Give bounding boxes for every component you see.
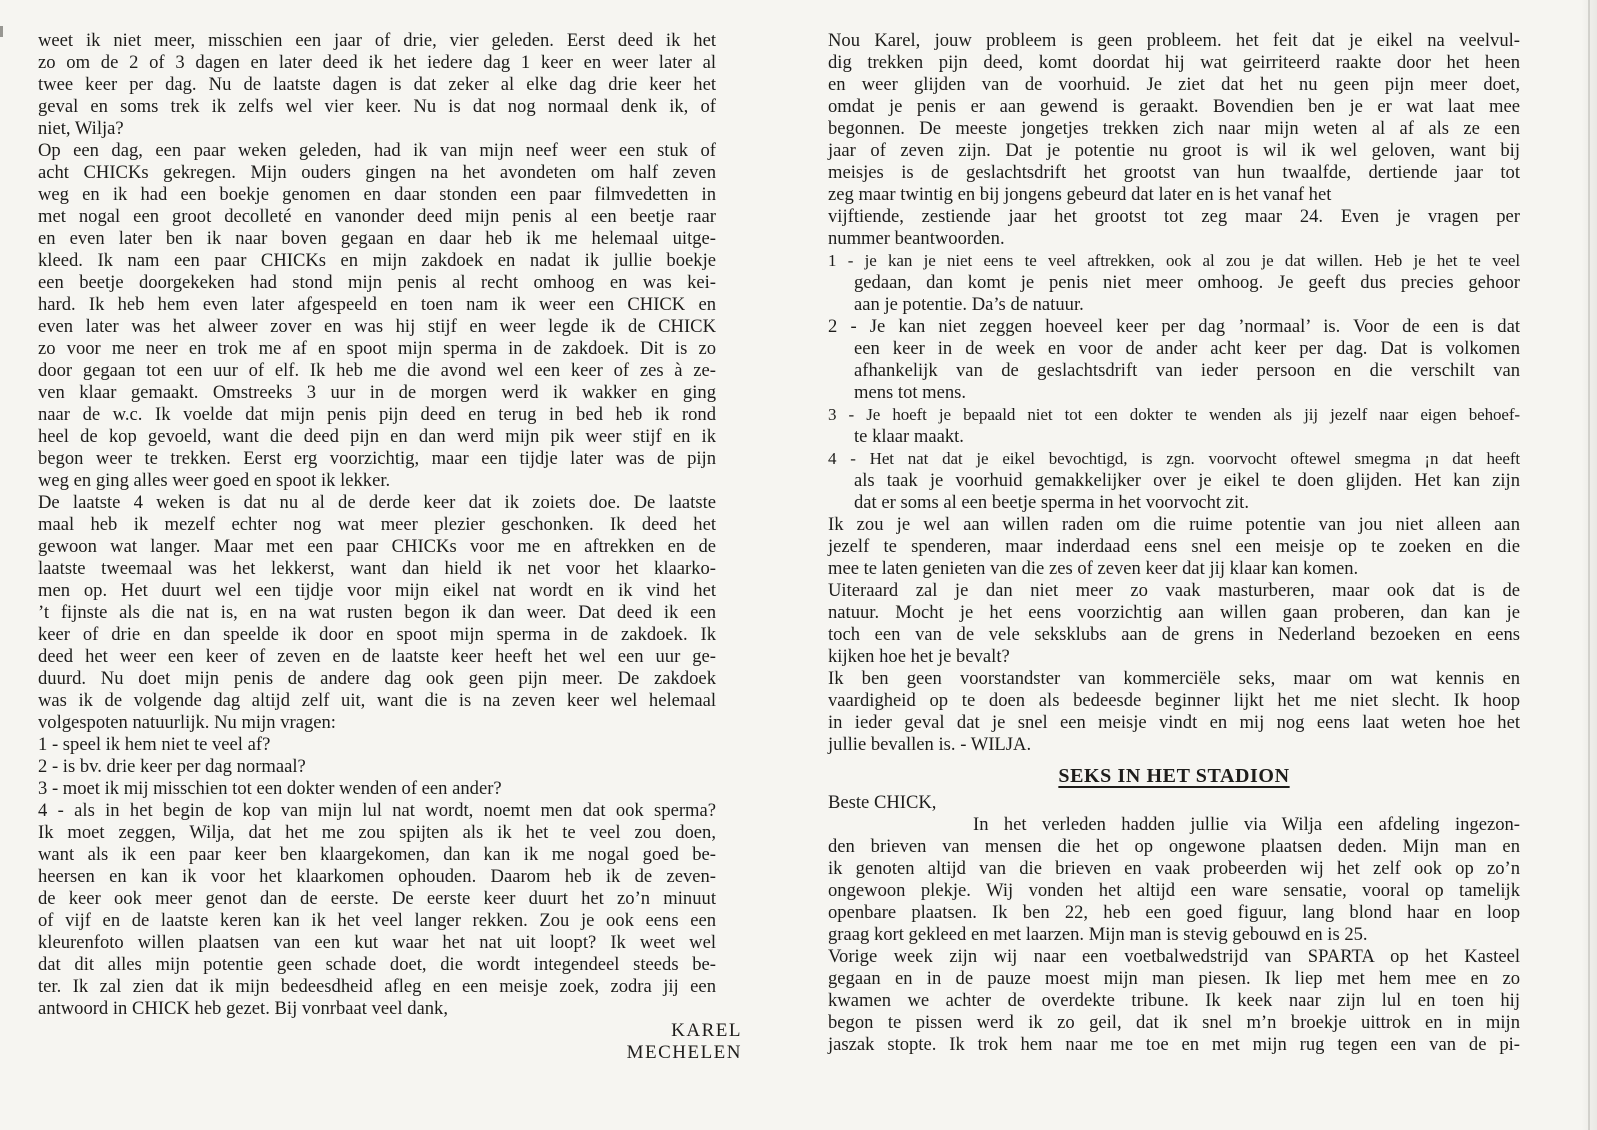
text-line: twee keer per dag. Nu de laatste dagen is dat zeker al elke dag drie keer het <box>38 74 716 95</box>
text-line: naar de w.c. Ik voelde dat mijn penis pijn deed en terug in bed heb ik rond <box>38 404 716 425</box>
text-line: 1 - je kan je niet eens te veel aftrekken, ook al zou je dat willen. Heb je het te veel <box>828 251 1520 270</box>
text-line: vijftiende, zestiende jaar het grootst tot zeg maar 24. Even je vragen per <box>828 206 1520 227</box>
text-line: 2 - Je kan niet zeggen hoeveel keer per dag ’normaal’ is. Voor de een is dat <box>828 316 1520 337</box>
text-line: kwamen we achter de overdekte tribune. Ik keek naar zijn lul en toen hij <box>828 990 1520 1011</box>
page-edge-line <box>1588 0 1590 1130</box>
text-line: De laatste 4 weken is dat nu al de derde keer dat ik zoiets doe. De laatste <box>38 492 716 513</box>
text-line: Ik ben geen voorstandster van kommerciële seks, maar om wat kennis en <box>828 668 1520 689</box>
text-line: 3 - Je hoeft je bepaald niet tot een dokter te wenden als jij jezelf naar eigen behoef- <box>828 405 1520 424</box>
text-line: 3 - moet ik mij misschien tot een dokter wenden of een ander? <box>38 778 502 799</box>
text-line: Ik zou je wel aan willen raden om die ruime potentie van jou niet alleen aan <box>828 514 1520 535</box>
text-line: 1 - speel ik hem niet te veel af? <box>38 734 271 755</box>
text-line: antwoord in CHICK heb gezet. Bij vonrbaat veel dank, <box>38 998 448 1019</box>
text-line: mee te laten genieten van die zes of zeven keer dat jij klaar kan komen. <box>828 558 1359 579</box>
text-line: zeg maar twintig en bij jongens gebeurd dat later en is het vanaf het <box>828 184 1332 205</box>
text-line: met nogal een groot decolleté en vanonder deed mijn penis al een beetje raar <box>38 206 716 227</box>
text-line: weet ik niet meer, misschien een jaar of drie, vier geleden. Eerst deed ik het <box>38 30 716 51</box>
text-line: afhankelijk van de geslachtsdrift van ieder persoon en die verschilt van <box>854 360 1520 381</box>
text-line: jullie bevallen is. - WILJA. <box>828 734 1032 755</box>
text-line: openbare plaatsen. Ik ben 22, heb een goed figuur, lang blond haar en loop <box>828 902 1520 923</box>
text-line: Ik moet zeggen, Wilja, dat het me zou spijten als ik het te veel zou doen, <box>38 822 716 843</box>
text-line: heersen en kan ik voor het klaarkomen ophouden. Daarom heb ik de zeven- <box>38 866 716 887</box>
signature-line: KAREL <box>671 1020 742 1041</box>
text-line: maal heb ik mezelf echter nog wat meer plezier geschonken. Ik deed het <box>38 514 716 535</box>
text-line: de keer ook meer genot dan de eerste. De eerste keer duurt het zo’n minuut <box>38 888 716 909</box>
text-line: begon weer te trekken. Eerst erg voorzichtig, maar een tijdje later was de pijn <box>38 448 716 469</box>
text-line: toch een van de vele seksklubs aan de grens in Nederland bezoeken en eens <box>828 624 1520 645</box>
text-line: jaar of zeven zijn. Dat je potentie nu groot is wil ik wel geloven, want bij <box>828 140 1520 161</box>
text-line: zo voor me neer en trok me af en spoot mijn sperma in de zakdoek. Dit is zo <box>38 338 716 359</box>
text-line: 4 - als in het begin de kop van mijn lul nat wordt, noemt men dat ook sperma? <box>38 800 716 821</box>
text-line: acht CHICKs gekregen. Mijn ouders gingen na het avondeten om half zeven <box>38 162 716 183</box>
text-line: den brieven van mensen die het op ongewone plaatsen deden. Mijn man en <box>828 836 1520 857</box>
text-line: mens tot mens. <box>854 382 967 403</box>
text-line: volgespoten natuurlijk. Nu mijn vragen: <box>38 712 336 733</box>
text-line: begon te pissen werd ik zo geil, dat ik snel m’n broekje uittrok en in mijn <box>828 1012 1520 1033</box>
text-line: dat dit alles mijn potentie geen schade doet, die wordt integendeel steeds be- <box>38 954 716 975</box>
text-line: begonnen. De meeste jongetjes trekken zich naar mijn weten al af als ze een <box>828 118 1520 139</box>
text-line: Uiteraard zal je dan niet meer zo vaak masturberen, maar ook dat is de <box>828 580 1520 601</box>
page-edge-shadow <box>1581 0 1597 1130</box>
text-line: kleurenfoto willen plaatsen van een kut waar het nat uit loopt? Ik weet wel <box>38 932 716 953</box>
text-line: een beetje doorgekeken had stond mijn penis al recht omhoog en was kei- <box>38 272 716 293</box>
right-column <box>828 30 1520 1056</box>
text-line: omdat je penis er aan gewend is geraakt. Bovendien ben je er wat laat mee <box>828 96 1520 117</box>
text-line: kleed. Ik nam een paar CHICKs en mijn zakdoek en nadat ik jullie boekje <box>38 250 716 271</box>
text-line: gewoon wat langer. Maar met een paar CHICKs voor me en aftrekken en de <box>38 536 716 557</box>
text-line: ’t fijnste als die nat is, en na wat rusten begon ik dan weer. Dat deed ik een <box>38 602 716 623</box>
left-column <box>38 30 742 1064</box>
text-line: 4 - Het nat dat je eikel bevochtigd, is zgn. voorvocht oftewel smegma ¡n dat heeft <box>828 449 1520 468</box>
text-line: ongewoon plekje. Wij vonden het altijd een ware sensatie, vooral op tamelijk <box>828 880 1520 901</box>
text-line: ik genoten altijd van die brieven en vaak probeerden wij het zelf ook op zo’n <box>828 858 1520 879</box>
text-line: In het verleden hadden jullie via Wilja een afdeling ingezon- <box>973 814 1520 835</box>
text-line: kijken hoe het je bevalt? <box>828 646 1010 667</box>
text-line: of vijf en de laatste keren kan ik het veel langer rekken. Zou je ook eens een <box>38 910 716 931</box>
text-line: laatste tweemaal was het lekkerst, want dan hield ik net voor het klaarko- <box>38 558 716 579</box>
text-line: want als ik een paar keer ben klaargekomen, dan kan ik me nogal goed be- <box>38 844 716 865</box>
text-line: en weer glijden van de voorhuid. Je ziet dat het nu geen pijn meer doet, <box>828 74 1520 95</box>
text-line: geval en soms trek ik zelfs wel vier keer. Nu is dat nog normaal denk ik, of <box>38 96 716 117</box>
text-line: 2 - is bv. drie keer per dag normaal? <box>38 756 306 777</box>
text-line: zo om de 2 of 3 dagen en later deed ik het iedere dag 1 keer en weer later al <box>38 52 716 73</box>
text-line: ter. Ik zal zien dat ik mijn bedeesdheid afleg en een meisje zoek, zodra jij een <box>38 976 716 997</box>
text-line: natuur. Mocht je het eens voorzichtig aan willen gaan proberen, dan kan je <box>828 602 1520 623</box>
text-line: dat er soms al een beetje sperma in het voorvocht zit. <box>854 492 1249 513</box>
text-line: aan je potentie. Da’s de natuur. <box>854 294 1084 315</box>
text-line: Nou Karel, jouw probleem is geen probleem. het feit dat je eikel na veelvul- <box>828 30 1520 51</box>
text-line: weg en ik had een boekje genomen en daar stonden een paar filmvedetten in <box>38 184 716 205</box>
text-line: Beste CHICK, <box>828 792 937 813</box>
text-line: heel de kop gevoeld, want die deed pijn en dan werd mijn pik weer stijf en ik <box>38 426 716 447</box>
section-heading: SEKS IN HET STADION <box>1058 765 1290 787</box>
text-line: was ik de volgende dag altijd zelf uit, want die is na zeven keer wel helemaal <box>38 690 716 711</box>
text-line: duurd. Nu doet mijn penis de andere dag ook geen pijn meer. De zakdoek <box>38 668 716 689</box>
text-line: men op. Het duurt wel een tijdje voor mijn eikel nat wordt en ik vind het <box>38 580 716 601</box>
text-line: hard. Ik heb hem even later afgespeeld en toen nam ik weer een CHICK en <box>38 294 716 315</box>
text-line: deed het weer een keer of zeven en de laatste keer heeft het wel een uur ge- <box>38 646 716 667</box>
text-line: als taak je voorhuid gemakkelijker over je eikel te doen glijden. Het kan zijn <box>854 470 1520 491</box>
text-line: te klaar maakt. <box>854 426 964 447</box>
text-line: nummer beantwoorden. <box>828 228 1005 249</box>
text-line: keer of drie en dan speelde ik door en spoot mijn sperma in de zakdoek. Ik <box>38 624 716 645</box>
text-line: weg en ging alles weer goed en spoot ik lekker. <box>38 470 391 491</box>
text-line: niet, Wilja? <box>38 118 124 139</box>
text-line: meisjes is de geslachtsdrift het grootst van hun twaalfde, dertiende jaar tot <box>828 162 1520 183</box>
text-line: dig trekken pijn deed, komt doordat hij wat geirriteerd raakte door het heen <box>828 52 1520 73</box>
text-line: en even later ben ik naar boven gegaan en daar heb ik me helemaal uitge- <box>38 228 716 249</box>
text-line: Vorige week zijn wij naar een voetbalwedstrijd van SPARTA op het Kasteel <box>828 946 1520 967</box>
signature-line: MECHELEN <box>626 1042 742 1063</box>
text-line: een keer in de week en voor de ander acht keer per dag. Dat is volkomen <box>854 338 1520 359</box>
text-line: Op een dag, een paar weken geleden, had ik van mijn neef weer een stuk of <box>38 140 716 161</box>
text-line: gedaan, dan komt je penis niet meer omhoog. Je geeft dus precies gehoor <box>854 272 1520 293</box>
text-line: ven klaar gemaakt. Omstreeks 3 uur in de morgen werd ik wakker en ging <box>38 382 716 403</box>
text-line: graag kort gekleed en met laarzen. Mijn man is stevig gebouwd en is 25. <box>828 924 1368 945</box>
text-line: even later was het alweer zover en was hij stijf en weer legde ik de CHICK <box>38 316 716 337</box>
text-line: gegaan en in de pauze moest mijn man piesen. Ik liep met hem mee en zo <box>828 968 1520 989</box>
scan-artifact <box>0 26 3 37</box>
text-line: jezelf te spenderen, maar inderdaad eens snel een meisje op te zoeken en die <box>828 536 1520 557</box>
text-line: jaszak stopte. Ik trok hem naar me toe en met mijn rug tegen een van de pi- <box>828 1034 1520 1055</box>
text-line: vaardigheid op te doen als bedeesde beginner lijkt het me niet slecht. Ik hoop <box>828 690 1520 711</box>
text-line: door gegaan tot een uur of elf. Ik heb me die avond wel een keer of zes à ze- <box>38 360 716 381</box>
text-line: in ieder geval dat je snel een meisje vindt en mij nog eens laat weten hoe het <box>828 712 1520 733</box>
